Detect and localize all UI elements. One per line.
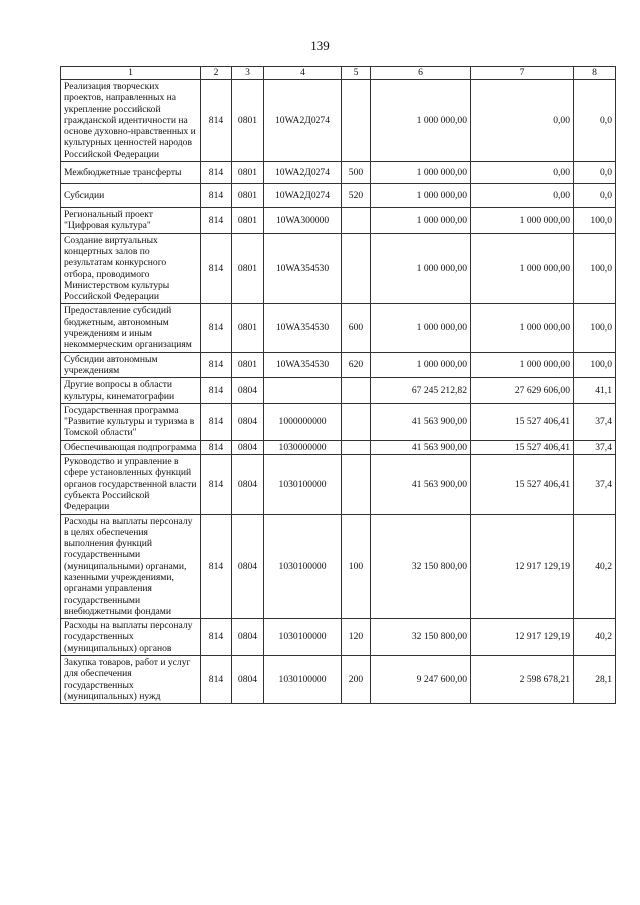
department-code: 814 xyxy=(201,440,232,454)
expense-type-code xyxy=(342,233,371,304)
column-header: 3 xyxy=(232,67,264,80)
section-code: 0801 xyxy=(232,304,264,352)
expense-type-code: 100 xyxy=(342,514,371,619)
executed-amount: 15 527 406,41 xyxy=(471,440,574,454)
executed-amount: 0,00 xyxy=(471,184,574,208)
table-row xyxy=(61,455,616,514)
executed-amount: 27 629 606,00 xyxy=(471,378,574,404)
section-code: 0801 xyxy=(232,80,264,162)
table-row xyxy=(61,162,616,184)
row-name: Субсидии xyxy=(61,184,201,208)
table-row xyxy=(61,352,616,378)
executed-amount: 12 917 129,19 xyxy=(471,619,574,656)
row-name: Предоставление субсидий бюджетным, автономным учреждениям и иным некоммерческим организациям xyxy=(61,304,201,352)
budget-table xyxy=(60,66,616,704)
row-name: Другие вопросы в области культуры, кинематографии xyxy=(61,378,201,404)
planned-amount: 9 247 600,00 xyxy=(371,656,471,704)
target-article-code: 10WA354530 xyxy=(264,352,342,378)
execution-percent: 37,4 xyxy=(574,455,616,514)
planned-amount: 41 563 900,00 xyxy=(371,403,471,440)
execution-percent: 40,2 xyxy=(574,619,616,656)
department-code: 814 xyxy=(201,352,232,378)
section-code: 0801 xyxy=(232,208,264,234)
target-article-code: 1030100000 xyxy=(264,514,342,619)
planned-amount: 1 000 000,00 xyxy=(371,162,471,184)
section-code: 0804 xyxy=(232,514,264,619)
executed-amount: 2 598 678,21 xyxy=(471,656,574,704)
row-name: Субсидии автономным учреждениям xyxy=(61,352,201,378)
executed-amount: 15 527 406,41 xyxy=(471,455,574,514)
executed-amount: 0,00 xyxy=(471,162,574,184)
column-header: 4 xyxy=(264,67,342,80)
expense-type-code: 600 xyxy=(342,304,371,352)
execution-percent: 100,0 xyxy=(574,304,616,352)
planned-amount: 1 000 000,00 xyxy=(371,233,471,304)
executed-amount: 15 527 406,41 xyxy=(471,403,574,440)
target-article-code: 1030100000 xyxy=(264,455,342,514)
table-row xyxy=(61,656,616,704)
section-code: 0801 xyxy=(232,184,264,208)
department-code: 814 xyxy=(201,184,232,208)
expense-type-code xyxy=(342,403,371,440)
execution-percent: 100,0 xyxy=(574,352,616,378)
target-article-code: 10WA2Д0274 xyxy=(264,162,342,184)
target-article-code: 10WA300000 xyxy=(264,208,342,234)
planned-amount: 41 563 900,00 xyxy=(371,455,471,514)
table-row xyxy=(61,233,616,304)
table-header-row xyxy=(61,67,616,80)
planned-amount: 41 563 900,00 xyxy=(371,440,471,454)
department-code: 814 xyxy=(201,80,232,162)
page-number: 139 xyxy=(310,38,330,53)
row-name: Реализация творческих проектов, направленных на укрепление российской гражданской идентичности на основе духовно-нравственных и культурных ценностей народов Российской Федерации xyxy=(61,80,201,162)
execution-percent: 100,0 xyxy=(574,208,616,234)
department-code: 814 xyxy=(201,233,232,304)
execution-percent: 28,1 xyxy=(574,656,616,704)
execution-percent: 41,1 xyxy=(574,378,616,404)
planned-amount: 67 245 212,82 xyxy=(371,378,471,404)
section-code: 0801 xyxy=(232,352,264,378)
expense-type-code: 620 xyxy=(342,352,371,378)
section-code: 0804 xyxy=(232,455,264,514)
column-header: 5 xyxy=(342,67,371,80)
column-header: 8 xyxy=(574,67,616,80)
table-row xyxy=(61,184,616,208)
target-article-code: 10WA2Д0274 xyxy=(264,184,342,208)
department-code: 814 xyxy=(201,514,232,619)
execution-percent: 0,0 xyxy=(574,80,616,162)
section-code: 0801 xyxy=(232,162,264,184)
table-row xyxy=(61,514,616,619)
executed-amount: 1 000 000,00 xyxy=(471,233,574,304)
row-name: Закупка товаров, работ и услуг для обеспечения государственных (муниципальных) нужд xyxy=(61,656,201,704)
expense-type-code: 120 xyxy=(342,619,371,656)
department-code: 814 xyxy=(201,403,232,440)
planned-amount: 1 000 000,00 xyxy=(371,352,471,378)
row-name: Обеспечивающая подпрограмма xyxy=(61,440,201,454)
column-header: 7 xyxy=(471,67,574,80)
expense-type-code xyxy=(342,440,371,454)
table-row xyxy=(61,378,616,404)
expense-type-code xyxy=(342,378,371,404)
table-row xyxy=(61,440,616,454)
planned-amount: 1 000 000,00 xyxy=(371,208,471,234)
expense-type-code: 500 xyxy=(342,162,371,184)
target-article-code: 1000000000 xyxy=(264,403,342,440)
row-name: Руководство и управление в сфере установленных функций органов государственной власти субъекта Российской Федерации xyxy=(61,455,201,514)
executed-amount: 0,00 xyxy=(471,80,574,162)
table-row xyxy=(61,619,616,656)
target-article-code xyxy=(264,378,342,404)
department-code: 814 xyxy=(201,455,232,514)
execution-percent: 37,4 xyxy=(574,403,616,440)
target-article-code: 1030000000 xyxy=(264,440,342,454)
department-code: 814 xyxy=(201,208,232,234)
column-header: 2 xyxy=(201,67,232,80)
department-code: 814 xyxy=(201,656,232,704)
section-code: 0804 xyxy=(232,440,264,454)
section-code: 0804 xyxy=(232,656,264,704)
table-row xyxy=(61,304,616,352)
execution-percent: 100,0 xyxy=(574,233,616,304)
department-code: 814 xyxy=(201,162,232,184)
section-code: 0804 xyxy=(232,378,264,404)
planned-amount: 32 150 800,00 xyxy=(371,514,471,619)
target-article-code: 10WA2Д0274 xyxy=(264,80,342,162)
target-article-code: 1030100000 xyxy=(264,619,342,656)
table-row xyxy=(61,80,616,162)
column-header: 6 xyxy=(371,67,471,80)
target-article-code: 10WA354530 xyxy=(264,233,342,304)
row-name: Региональный проект "Цифровая культура" xyxy=(61,208,201,234)
planned-amount: 1 000 000,00 xyxy=(371,184,471,208)
table-row xyxy=(61,403,616,440)
target-article-code: 1030100000 xyxy=(264,656,342,704)
execution-percent: 0,0 xyxy=(574,184,616,208)
section-code: 0804 xyxy=(232,619,264,656)
expense-type-code: 200 xyxy=(342,656,371,704)
row-name: Создание виртуальных концертных залов по результатам конкурсного отбора, проводимого Министерством культуры Российской Федерации xyxy=(61,233,201,304)
section-code: 0801 xyxy=(232,233,264,304)
expense-type-code xyxy=(342,455,371,514)
execution-percent: 0,0 xyxy=(574,162,616,184)
executed-amount: 12 917 129,19 xyxy=(471,514,574,619)
row-name: Расходы на выплаты персоналу государственных (муниципальных) органов xyxy=(61,619,201,656)
execution-percent: 40,2 xyxy=(574,514,616,619)
executed-amount: 1 000 000,00 xyxy=(471,304,574,352)
column-header: 1 xyxy=(61,67,201,80)
row-name: Межбюджетные трансферты xyxy=(61,162,201,184)
target-article-code: 10WA354530 xyxy=(264,304,342,352)
planned-amount: 32 150 800,00 xyxy=(371,619,471,656)
table-row xyxy=(61,208,616,234)
expense-type-code xyxy=(342,208,371,234)
planned-amount: 1 000 000,00 xyxy=(371,304,471,352)
expense-type-code xyxy=(342,80,371,162)
planned-amount: 1 000 000,00 xyxy=(371,80,471,162)
execution-percent: 37,4 xyxy=(574,440,616,454)
section-code: 0804 xyxy=(232,403,264,440)
department-code: 814 xyxy=(201,619,232,656)
row-name: Расходы на выплаты персоналу в целях обеспечения выполнения функций государственными (муниципальными) органами, казенными учреждениями, органами управления государственными внебюджетными фондами xyxy=(61,514,201,619)
department-code: 814 xyxy=(201,378,232,404)
executed-amount: 1 000 000,00 xyxy=(471,352,574,378)
expense-type-code: 520 xyxy=(342,184,371,208)
row-name: Государственная программа "Развитие культуры и туризма в Томской области" xyxy=(61,403,201,440)
department-code: 814 xyxy=(201,304,232,352)
executed-amount: 1 000 000,00 xyxy=(471,208,574,234)
